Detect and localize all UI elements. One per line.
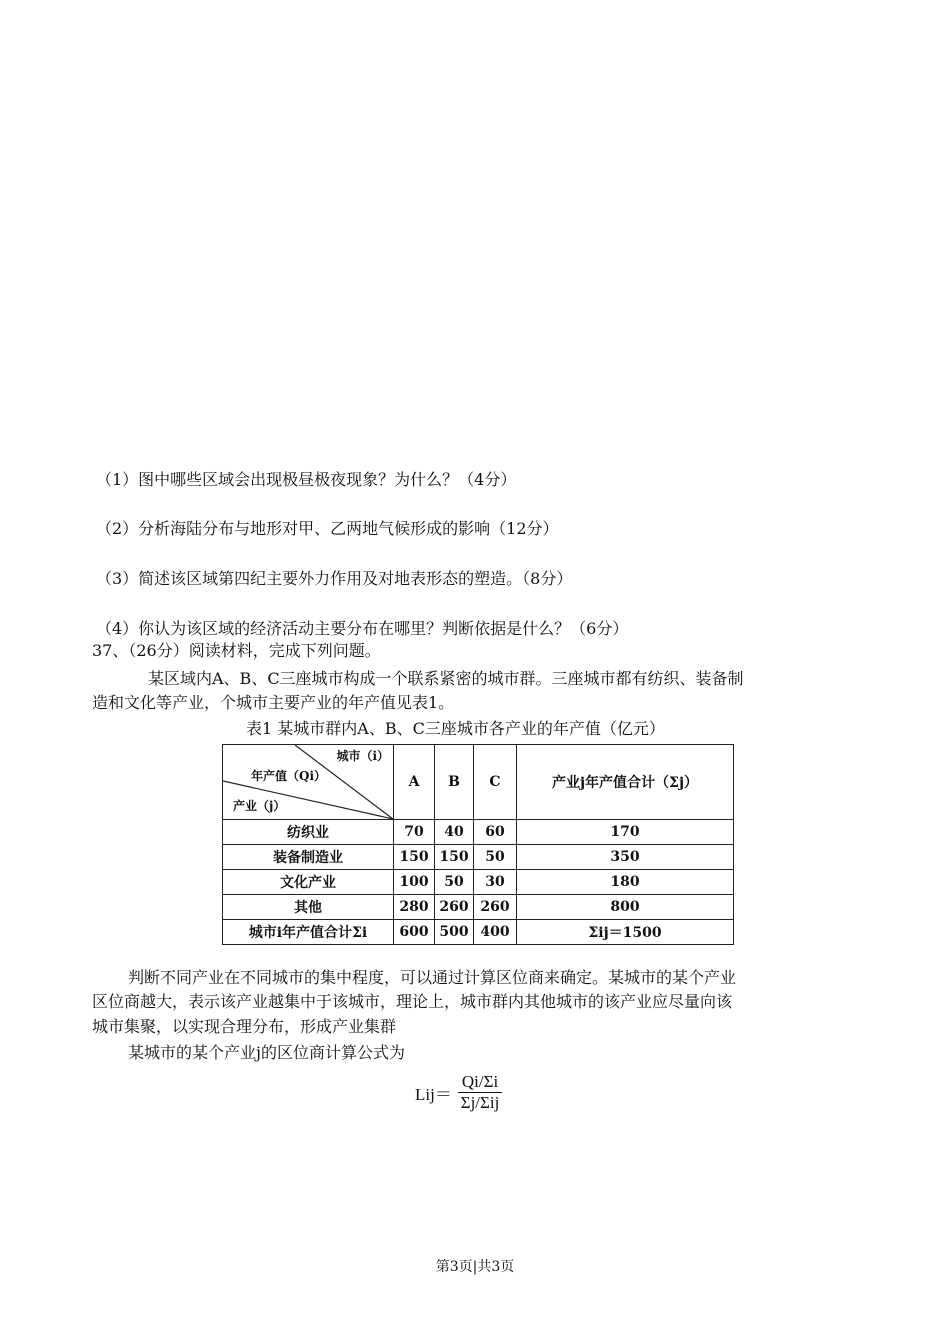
- row-label: 纺织业: [223, 820, 394, 845]
- cell: 280: [394, 895, 435, 920]
- row-label: 其他: [223, 895, 394, 920]
- page-footer: 第3页|共3页: [435, 1259, 515, 1275]
- cell: 260: [474, 895, 517, 920]
- cell: 100: [394, 870, 435, 895]
- table-row: [223, 895, 734, 920]
- cell: 350: [517, 845, 734, 870]
- formula-denominator: Σj/Σij: [460, 1093, 500, 1112]
- question-1: （1）图中哪些区域会出现极昼极夜现象？为什么？（4分）: [96, 470, 517, 489]
- question-2: （2）分析海陆分布与地形对甲、乙两地气候形成的影响（12分）: [96, 519, 559, 538]
- paragraph-3: 某城市的某个产业j的区位商计算公式为: [128, 1043, 405, 1062]
- formula-numerator: Qi/Σi: [458, 1072, 502, 1093]
- cell: 70: [394, 820, 435, 845]
- cell: 50: [474, 845, 517, 870]
- paragraph-2-line-3: 城市集聚，以实现合理分布，形成产业集群: [92, 1017, 397, 1036]
- paragraph-2-line-2: 区位商越大，表示该产业越集中于该城市，理论上，城市群内其他城市的该产业应尽量向该: [92, 992, 733, 1011]
- formula-lhs: Lij＝: [415, 1085, 452, 1104]
- cell: 30: [474, 870, 517, 895]
- header-total: 产业j年产值合计（Σj）: [517, 745, 734, 820]
- cell: 500: [435, 920, 474, 945]
- diagonal-header-cell: [223, 745, 394, 820]
- cell: 600: [394, 920, 435, 945]
- question-3: （3）简述该区域第四纪主要外力作用及对地表形态的塑造。（8分）: [96, 569, 573, 588]
- paragraph-1-line-2: 造和文化等产业，个城市主要产业的年产值见表1。: [92, 693, 455, 712]
- cell: 800: [517, 895, 734, 920]
- cell: 260: [435, 895, 474, 920]
- table-row: [223, 845, 734, 870]
- question-4: （4）你认为该区域的经济活动主要分布在哪里？判断依据是什么？（6分）: [96, 619, 629, 638]
- table-row: [223, 870, 734, 895]
- cell: 40: [435, 820, 474, 845]
- table-row: [223, 920, 734, 945]
- row-label: 城市i年产值合计Σi: [223, 920, 394, 945]
- paragraph-1-line-1: 某区域内A、B、C三座城市构成一个联系紧密的城市群。三座城市都有纺织、装备制: [148, 669, 744, 688]
- row-label: 装备制造业: [223, 845, 394, 870]
- cell: 400: [474, 920, 517, 945]
- corner-industry-label: 产业（j）: [233, 799, 286, 813]
- cell: 50: [435, 870, 474, 895]
- header-a: A: [394, 745, 435, 820]
- header-c: C: [474, 745, 517, 820]
- cell: 180: [517, 870, 734, 895]
- corner-value-label: 年产值（Qi）: [251, 769, 327, 783]
- cell: 170: [517, 820, 734, 845]
- cell: 150: [394, 845, 435, 870]
- location-quotient-formula: [415, 1072, 502, 1113]
- industry-output-table: [222, 744, 734, 945]
- table-caption: 表1 某城市群内A、B、C三座城市各产业的年产值（亿元）: [246, 719, 665, 738]
- question-37-title: 37、（26分）阅读材料，完成下列问题。: [92, 641, 381, 660]
- row-label: 文化产业: [223, 870, 394, 895]
- paragraph-2-line-1: 判断不同产业在不同城市的集中程度，可以通过计算区位商来确定。某城市的某个产业: [128, 968, 737, 987]
- cell: Σij＝1500: [517, 920, 734, 945]
- cell: 60: [474, 820, 517, 845]
- cell: 150: [435, 845, 474, 870]
- corner-city-label: 城市（i）: [336, 749, 389, 763]
- header-b: B: [435, 745, 474, 820]
- table-row: [223, 820, 734, 845]
